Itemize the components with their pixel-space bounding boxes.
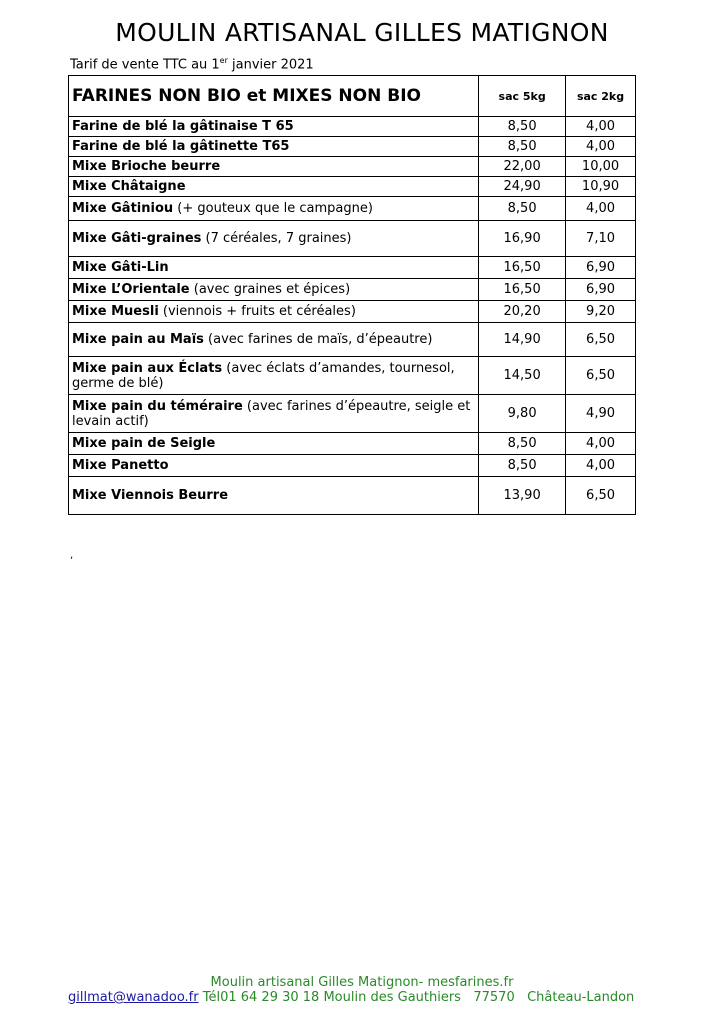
product-name-cell [69,279,479,301]
price-2kg: 4,00 [566,455,636,477]
price-2kg: 6,90 [566,279,636,301]
product-name-cell [69,117,479,137]
table-row [69,323,636,357]
price-5kg: 20,20 [479,301,566,323]
product-name: Mixe Muesli [72,304,159,319]
product-name-cell [69,395,479,433]
product-description: (viennois + fruits et céréales) [158,304,356,319]
product-name: Mixe Gâti-Lin [72,260,169,275]
price-2kg: 4,00 [566,197,636,221]
price-5kg: 14,50 [479,357,566,395]
column-header-5kg: sac 5kg [479,76,566,117]
product-name: Mixe pain au Maïs [72,332,204,347]
product-name: Mixe Viennois Beurre [72,488,229,503]
price-table [68,75,636,515]
product-name-cell [69,301,479,323]
price-2kg: 4,90 [566,395,636,433]
footer-contact-line [68,990,634,1005]
price-5kg: 24,90 [479,177,566,197]
table-heading: FARINES NON BIO et MIXES NON BIO [69,76,479,117]
price-5kg: 22,00 [479,157,566,177]
price-5kg: 16,90 [479,221,566,257]
footer-email-link[interactable]: gillmat@wanadoo.fr [68,990,199,1005]
product-name-cell [69,433,479,455]
subtitle-sup: er [219,56,228,65]
product-name: Mixe pain de Seigle [72,436,216,451]
price-2kg: 4,00 [566,137,636,157]
product-name: Mixe pain du téméraire [72,398,243,414]
table-row [69,257,636,279]
price-2kg: 10,90 [566,177,636,197]
price-date-subtitle [70,56,314,72]
product-name-cell [69,323,479,357]
product-description: (avec farines de maïs, d’épeautre) [203,332,433,347]
price-5kg: 16,50 [479,279,566,301]
price-5kg: 8,50 [479,117,566,137]
product-name-cell [69,137,479,157]
table-header-row [69,76,636,117]
product-name: Mixe Gâtiniou [72,201,174,216]
product-description: (avec graines et épices) [189,282,351,297]
product-description: (avec éclats d’amandes, tournesol, germe de blé) [72,360,455,391]
price-5kg: 14,90 [479,323,566,357]
price-5kg: 8,50 [479,137,566,157]
product-name-cell [69,477,479,515]
subtitle-after: janvier 2021 [227,57,314,73]
product-name-cell [69,221,479,257]
product-name: Mixe Panetto [72,458,169,473]
product-name: Farine de blé la gâtinette T65 [72,139,290,154]
price-2kg: 4,00 [566,433,636,455]
product-name: Mixe Brioche beurre [72,159,221,174]
table-row [69,137,636,157]
table-row [69,357,636,395]
price-5kg: 16,50 [479,257,566,279]
page-title: MOULIN ARTISANAL GILLES MATIGNON [115,18,609,47]
price-2kg: 6,50 [566,477,636,515]
product-name: Mixe Châtaigne [72,179,186,194]
product-name: Mixe pain aux Éclats [72,360,223,376]
price-5kg: 8,50 [479,455,566,477]
subtitle-before: Tarif de vente TTC au 1 [70,57,220,73]
table-row [69,301,636,323]
table-row [69,433,636,455]
product-name: Farine de blé la gâtinaise T 65 [72,119,294,134]
table-row [69,279,636,301]
product-description: (+ gouteux que le campagne) [173,201,373,216]
table-row [69,117,636,137]
price-2kg: 6,90 [566,257,636,279]
product-name-cell [69,197,479,221]
table-row [69,395,636,433]
stray-mark: , [70,550,74,561]
table-body [69,117,636,515]
table-row [69,477,636,515]
column-header-2kg: sac 2kg [566,76,636,117]
price-5kg: 13,90 [479,477,566,515]
product-name-cell [69,257,479,279]
product-description: (7 céréales, 7 graines) [201,231,352,246]
table-row [69,221,636,257]
price-5kg: 8,50 [479,433,566,455]
product-name: Mixe Gâti-graines [72,231,202,246]
price-2kg: 9,20 [566,301,636,323]
price-5kg: 8,50 [479,197,566,221]
table-row [69,177,636,197]
price-2kg: 10,00 [566,157,636,177]
product-name-cell [69,357,479,395]
product-description: (avec farines d’épeautre, seigle et levain actif) [72,398,471,429]
price-2kg: 6,50 [566,357,636,395]
product-name: Mixe L’Orientale [72,282,190,297]
footer-address: Tél01 64 29 30 18 Moulin des Gauthiers 77570 Château-Landon [198,990,635,1005]
table-row [69,455,636,477]
price-2kg: 6,50 [566,323,636,357]
price-2kg: 7,10 [566,221,636,257]
product-name-cell [69,177,479,197]
price-2kg: 4,00 [566,117,636,137]
price-5kg: 9,80 [479,395,566,433]
table-row [69,157,636,177]
table-row [69,197,636,221]
footer-company-line: Moulin artisanal Gilles Matignon- mesfarines.fr [210,975,514,990]
product-name-cell [69,157,479,177]
product-name-cell [69,455,479,477]
